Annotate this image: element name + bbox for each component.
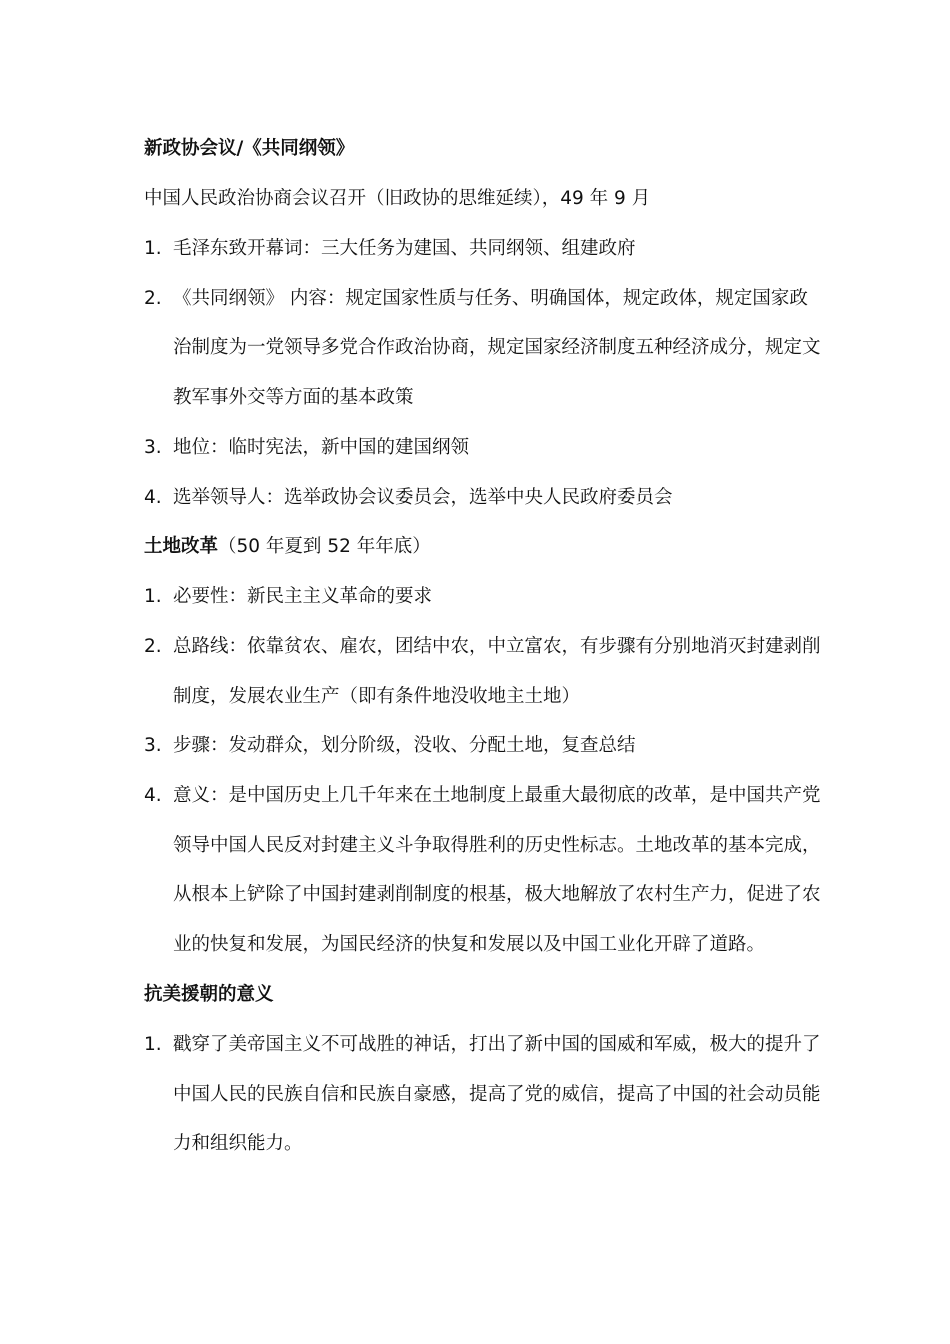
list-item-text: 地位：临时宪法，新中国的建国纲领 [173, 436, 470, 458]
section-heading-land-reform [144, 522, 824, 572]
list-item-text: 《共同纲领》 内容：规定国家性质与任务、明确国体，规定政体，规定国家政治制度为一党领导多党合作政治协商，规定国家经济制度五种经济成分，规定文教军事外交等方面的基本政策 [173, 287, 821, 409]
section-list-new-cppcc [144, 224, 824, 522]
list-item-number: 4. [144, 486, 162, 508]
list-item [144, 1020, 824, 1169]
list-item-number: 1. [144, 238, 162, 259]
list-item [144, 473, 824, 523]
list-item-text: 总路线：依靠贫农、雇农，团结中农，中立富农，有步骤有分别地消灭封建剥削制度，发展农业生产（即有条件地没收地主土地） [173, 635, 821, 707]
list-item [144, 771, 824, 970]
list-item [144, 224, 824, 274]
list-item-number: 1. [144, 586, 162, 608]
section-list-land-reform [144, 572, 824, 970]
list-item [144, 572, 824, 622]
section-list-resist-us-aid-korea [144, 1020, 824, 1169]
list-item-number: 3. [144, 735, 162, 757]
list-item-text: 戳穿了美帝国主义不可战胜的神话，打出了新中国的国威和军威，极大的提升了中国人民的民族自信和民族自豪感，提高了党的威信，提高了中国的社会动员能力和组织能力。 [173, 1033, 821, 1155]
list-item-number: 2. [144, 635, 162, 657]
section-heading-title: 土地改革 [144, 536, 219, 558]
list-item-text: 步骤：发动群众，划分阶级，没收、分配土地，复查总结 [173, 735, 636, 757]
list-item-text: 意义：是中国历史上几千年来在土地制度上最重大最彻底的改革，是中国共产党领导中国人民反对封建主义斗争取得胜利的历史性标志。土地改革的基本完成，从根本上铲除了中国封建剥削制度的根基，极大地解放了农村生产力，促进了农业的快复和发展，为国民经济的快复和发展以及中国工业化开辟了道路。 [173, 785, 821, 956]
section-intro: 中国人民政治协商会议召开（旧政协的思维延续），49 年 9 月 [144, 188, 651, 209]
list-item-text: 选举领导人：选举政协会议委员会，选举中央人民政府委员会 [173, 486, 673, 508]
list-item-number: 1. [144, 1033, 162, 1055]
list-item [144, 423, 824, 473]
list-item-number: 2. [144, 287, 162, 309]
section-heading-new-cppcc: 新政协会议/《共同纲领》 [144, 138, 355, 159]
list-item [144, 622, 824, 721]
list-item-number: 3. [144, 436, 162, 458]
section-heading-subtitle: （50 年夏到 52 年年底） [218, 536, 431, 558]
list-item-text: 必要性：新民主主义革命的要求 [173, 586, 433, 608]
list-item [144, 274, 824, 423]
document-content [144, 124, 824, 1169]
list-item [144, 721, 824, 771]
section-heading-resist-us-aid-korea: 抗美援朝的意义 [144, 983, 274, 1005]
list-item-text: 毛泽东致开幕词：三大任务为建国、共同纲领、组建政府 [173, 238, 636, 259]
list-item-number: 4. [144, 785, 162, 807]
